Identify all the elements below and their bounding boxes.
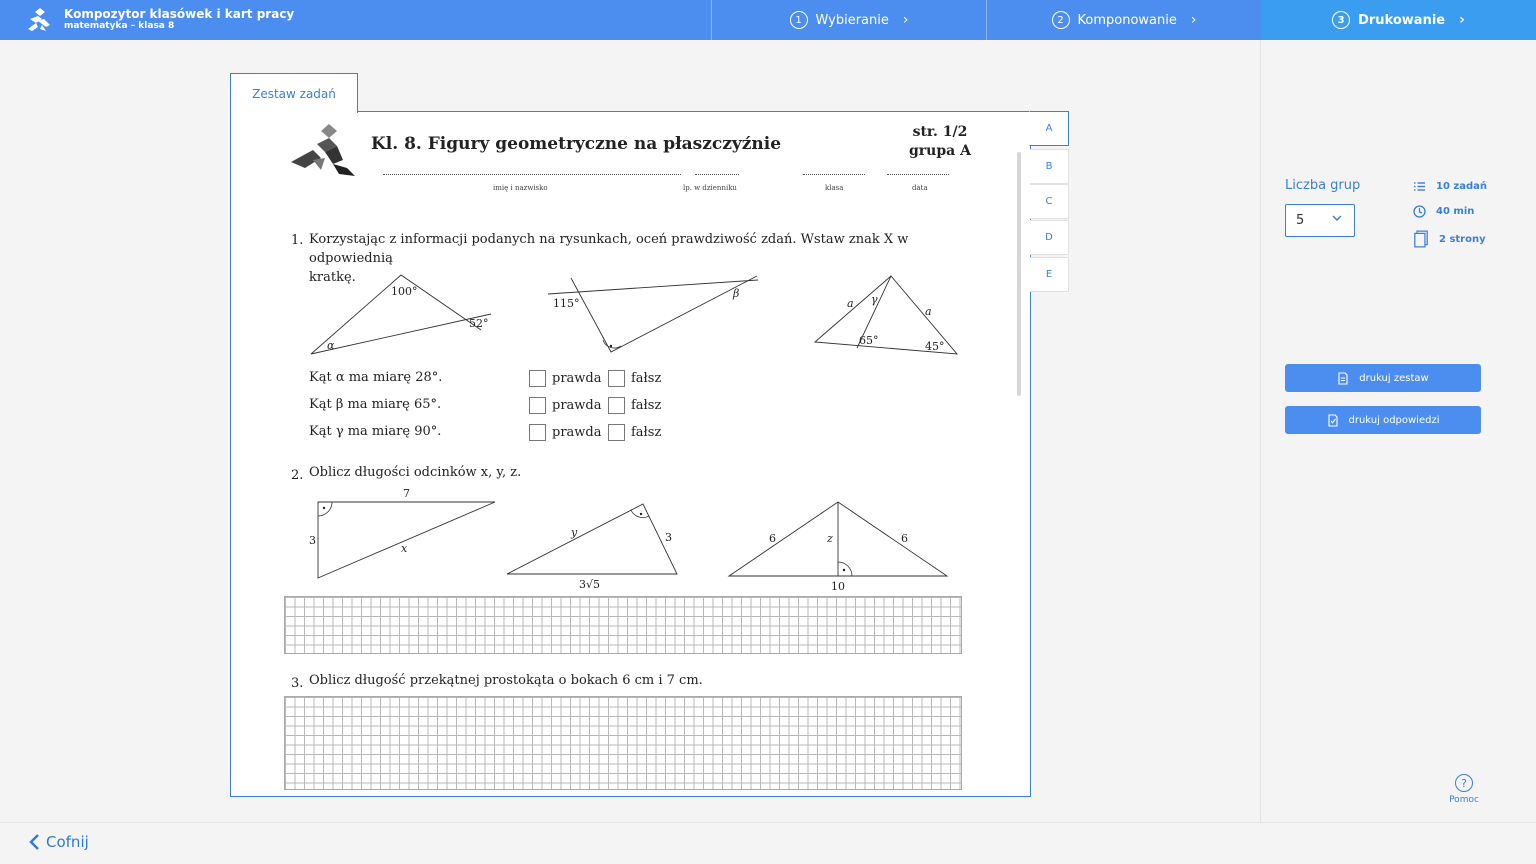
checkbox-square (608, 424, 625, 441)
tab-zestaw-zadan[interactable]: Zestaw zadań (230, 73, 358, 113)
true-checkbox (529, 370, 602, 387)
fig-label: y (571, 526, 578, 539)
group-tab-c[interactable]: C (1030, 184, 1069, 219)
step-wybieranie[interactable] (711, 0, 986, 40)
statement: Kąt β ma miarę 65°. (309, 397, 442, 412)
checkbox-square (529, 370, 546, 387)
fig-label: 7 (403, 487, 410, 500)
checkbox-label: fałsz (631, 371, 662, 386)
fig-label: 10 (831, 580, 845, 593)
task2-figure-2 (503, 500, 683, 594)
step-label: Komponowanie (1077, 12, 1177, 28)
checkbox-label: fałsz (631, 425, 662, 440)
fig-label: x (401, 542, 408, 555)
fig-label: β (733, 287, 740, 300)
answer-grid (284, 596, 962, 654)
tasks-count-text: 10 zadań (1436, 181, 1487, 192)
print-answers-label: drukuj odpowiedzi (1348, 414, 1440, 426)
checkbox-label: prawda (552, 371, 602, 386)
field-label: data (912, 184, 928, 192)
groups-count-select[interactable] (1285, 204, 1355, 237)
task1-figure-1 (301, 270, 501, 360)
checkbox-square (608, 397, 625, 414)
runner-logo-icon (24, 7, 54, 33)
pages-icon (1413, 230, 1429, 248)
fig-label: 3 (665, 531, 672, 544)
field-label: lp. w dzienniku (683, 184, 737, 192)
document-icon (1337, 372, 1349, 385)
group-tab-e[interactable]: E (1030, 257, 1069, 292)
brand[interactable] (24, 6, 294, 34)
chevron-left-icon (28, 833, 40, 851)
group-tabs (1030, 111, 1069, 292)
checkbox-square (529, 424, 546, 441)
chevron-right-icon: › (1459, 12, 1465, 28)
fig-label: a (925, 305, 932, 318)
task1-text-line: Korzystając z informacji podanych na rysunkach, oceń prawdziwość zdań. Wstaw znak X w odpowiednią (309, 232, 909, 266)
step-label: Drukowanie (1358, 12, 1446, 28)
name-field-line (383, 174, 681, 175)
statement: Kąt γ ma miarę 90°. (309, 424, 442, 439)
help-button[interactable] (1447, 774, 1481, 805)
step-number: 1 (790, 11, 808, 29)
checkbox-label: prawda (552, 425, 602, 440)
fig-label: 100° (391, 285, 418, 298)
worksheet-page-info (909, 123, 971, 161)
worksheet-preview (230, 111, 1031, 797)
app-subtitle: matematyka – klasa 8 (64, 21, 175, 32)
true-checkbox (529, 424, 602, 441)
fig-label: 115° (553, 297, 580, 310)
back-button[interactable] (28, 833, 89, 851)
fig-label: 6 (901, 532, 908, 545)
help-label: Pomoc (1449, 795, 1479, 805)
step-label: Wybieranie (815, 12, 889, 28)
groups-count-value: 5 (1296, 213, 1305, 228)
fig-label: α (327, 339, 335, 352)
checkbox-label: fałsz (631, 398, 662, 413)
field-label: imię i nazwisko (493, 184, 548, 192)
chevron-right-icon: › (1190, 12, 1197, 28)
statement: Kąt α ma miarę 28°. (309, 370, 443, 385)
fig-label: 45° (925, 340, 945, 353)
help-icon: ? (1455, 774, 1473, 792)
false-checkbox (608, 424, 661, 441)
group-tab-d[interactable]: D (1030, 220, 1069, 255)
pages-count (1413, 230, 1486, 248)
tasks-count (1413, 180, 1487, 193)
field-label: klasa (825, 184, 844, 192)
fig-label: 3 (309, 534, 316, 547)
false-checkbox (608, 370, 661, 387)
false-checkbox (608, 397, 661, 414)
answer-grid (284, 696, 962, 790)
fig-label: z (827, 532, 833, 545)
task1-figure-3 (811, 270, 961, 360)
chevron-down-icon (1332, 213, 1342, 223)
list-icon (1413, 180, 1426, 193)
pages-count-text: 2 strony (1439, 233, 1486, 245)
task-number: 1. (291, 233, 304, 248)
step-drukowanie[interactable] (1261, 0, 1536, 40)
checkbox-square (608, 370, 625, 387)
class-field-line (803, 174, 865, 175)
print-answers-button[interactable] (1285, 406, 1481, 434)
fig-label: 3√5 (579, 578, 601, 591)
task2-figure-3 (727, 498, 951, 594)
group-tab-b[interactable]: B (1030, 149, 1069, 184)
task1-text-line: kratkę. (309, 270, 356, 285)
checkbox-square (529, 397, 546, 414)
true-checkbox (529, 397, 602, 414)
document-check-icon (1327, 414, 1339, 427)
group-tab-a[interactable]: A (1029, 111, 1069, 146)
group-label: grupa A (909, 142, 971, 159)
task1-figure-2 (543, 270, 763, 360)
fig-label: a (847, 297, 854, 310)
fig-label: 52° (469, 317, 489, 330)
checkbox-label: prawda (552, 398, 602, 413)
groups-count-label: Liczba grup (1285, 178, 1361, 193)
print-set-label: drukuj zestaw (1359, 372, 1429, 384)
preview-scrollbar[interactable] (1017, 152, 1021, 396)
task-number: 3. (291, 676, 304, 691)
worksheet-logo-icon (291, 124, 357, 182)
task2-text: Oblicz długości odcinków x, y, z. (309, 465, 522, 480)
time-estimate-text: 40 min (1436, 206, 1475, 217)
step-komponowanie[interactable] (986, 0, 1261, 40)
step-number: 2 (1052, 11, 1070, 29)
task3-text: Oblicz długość przekątnej prostokąta o bokach 6 cm i 7 cm. (309, 673, 703, 688)
clock-icon (1413, 205, 1426, 218)
print-set-button[interactable] (1285, 364, 1481, 392)
task2-figure-1 (307, 488, 497, 582)
fig-label: 65° (859, 334, 879, 347)
fig-label: γ (871, 293, 878, 306)
number-field-line (695, 174, 739, 175)
fig-label: 6 (769, 532, 776, 545)
time-estimate (1413, 205, 1474, 218)
page-number: str. 1/2 (912, 124, 968, 140)
app-title: Kompozytor klasówek i kart pracy (64, 6, 295, 21)
step-number: 3 (1332, 11, 1350, 29)
top-bar (0, 0, 1536, 40)
chevron-right-icon: › (902, 12, 909, 28)
worksheet-title: Kl. 8. Figury geometryczne na płaszczyźnie (371, 134, 782, 154)
date-field-line (887, 174, 949, 175)
bottom-bar (0, 822, 1536, 864)
task-number: 2. (291, 468, 304, 483)
back-label: Cofnij (46, 833, 89, 851)
print-options-panel (1260, 40, 1536, 822)
